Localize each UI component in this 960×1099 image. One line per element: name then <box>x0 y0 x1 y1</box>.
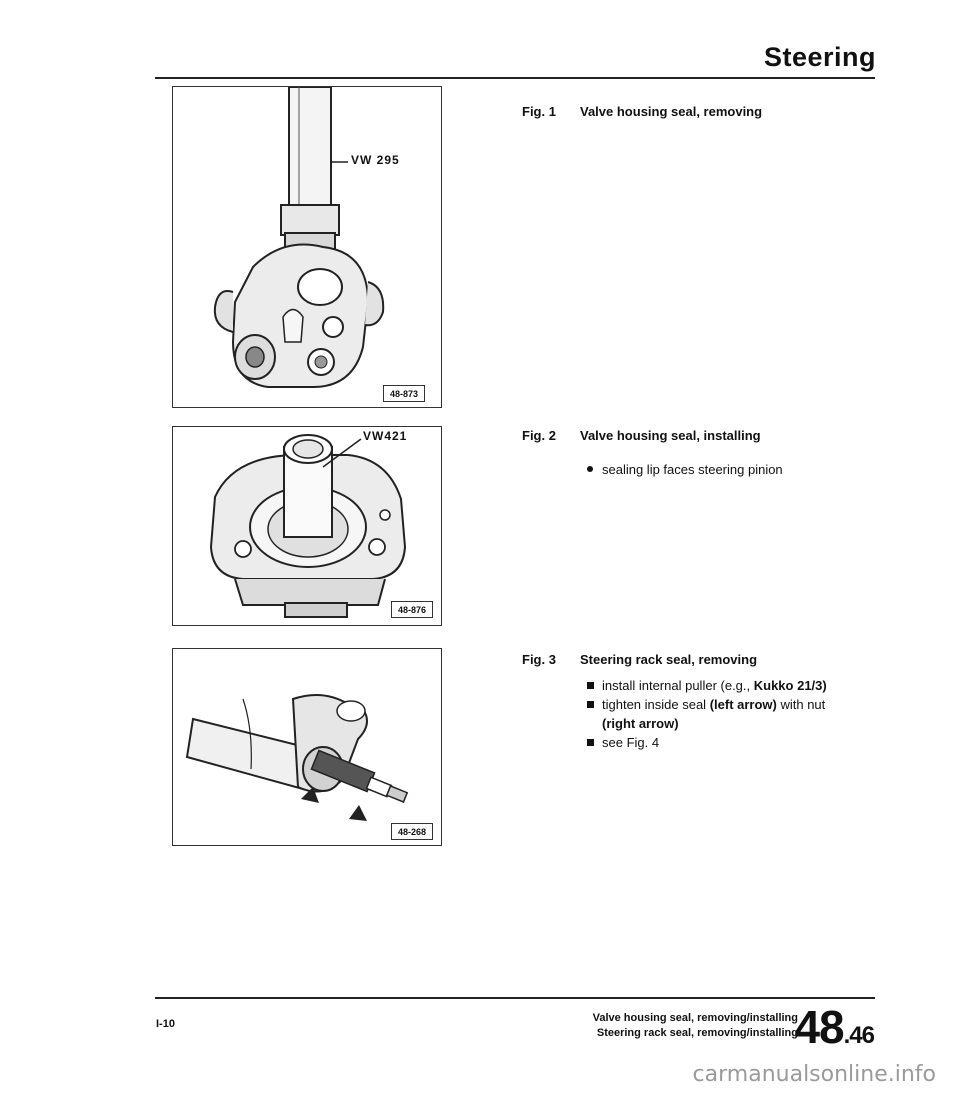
figure-1-tool-label: VW 295 <box>351 153 400 167</box>
figure-1-caption-text: Valve housing seal, removing <box>580 104 763 119</box>
figure-3-caption-text: Steering rack seal, removing <box>580 652 758 667</box>
watermark: carmanualsonline.info <box>692 1062 936 1087</box>
footer-topic-1: Valve housing seal, removing/installing <box>592 1012 798 1024</box>
figure-1-illustration <box>172 86 442 408</box>
steering-rack-seal-drawing <box>173 649 441 845</box>
section-number <box>794 1000 874 1054</box>
figure-2-tool-label: VW421 <box>363 429 408 443</box>
figure-2-caption-number: Fig. 2 <box>522 428 556 443</box>
footer-rule <box>155 997 875 999</box>
page-header-title: Steering <box>763 42 876 72</box>
valve-housing-installation-drawing <box>173 427 441 625</box>
footer-topic-2: Steering rack seal, removing/installing <box>596 1027 798 1039</box>
figure-1-ref-number: 48-873 <box>383 385 425 402</box>
figure-2-illustration <box>172 426 442 626</box>
figure-1-caption <box>522 104 762 119</box>
figure-3-ref-number: 48-268 <box>391 823 433 840</box>
figure-3-bullet-1: install internal puller (e.g., Kukko 21/3) <box>586 676 886 695</box>
figure-2-caption-text: Valve housing seal, installing <box>580 428 761 443</box>
section-number-main: 48 <box>794 1001 844 1053</box>
figure-3-bullet-3: see Fig. 4 <box>586 733 886 752</box>
valve-housing-removal-drawing <box>173 87 441 407</box>
figure-2-ref-number: 48-876 <box>391 601 433 618</box>
section-number-sub: .46 <box>843 1022 874 1049</box>
figure-2-caption <box>522 428 761 443</box>
figure-3-caption <box>522 652 757 667</box>
figure-3-bullet-2: tighten inside seal (left arrow) with nut (right arrow) <box>586 695 886 733</box>
figure-2-bullets <box>586 460 783 479</box>
footer-topics <box>593 1011 798 1041</box>
header-rule <box>155 77 875 79</box>
figure-3-caption-number: Fig. 3 <box>522 652 556 667</box>
figure-2-bullet: sealing lip faces steering pinion <box>586 460 783 479</box>
figure-3-illustration <box>172 648 442 846</box>
figure-1-caption-number: Fig. 1 <box>522 104 556 119</box>
figure-3-bullets <box>586 676 886 752</box>
page-number: I-10 <box>156 1018 175 1030</box>
